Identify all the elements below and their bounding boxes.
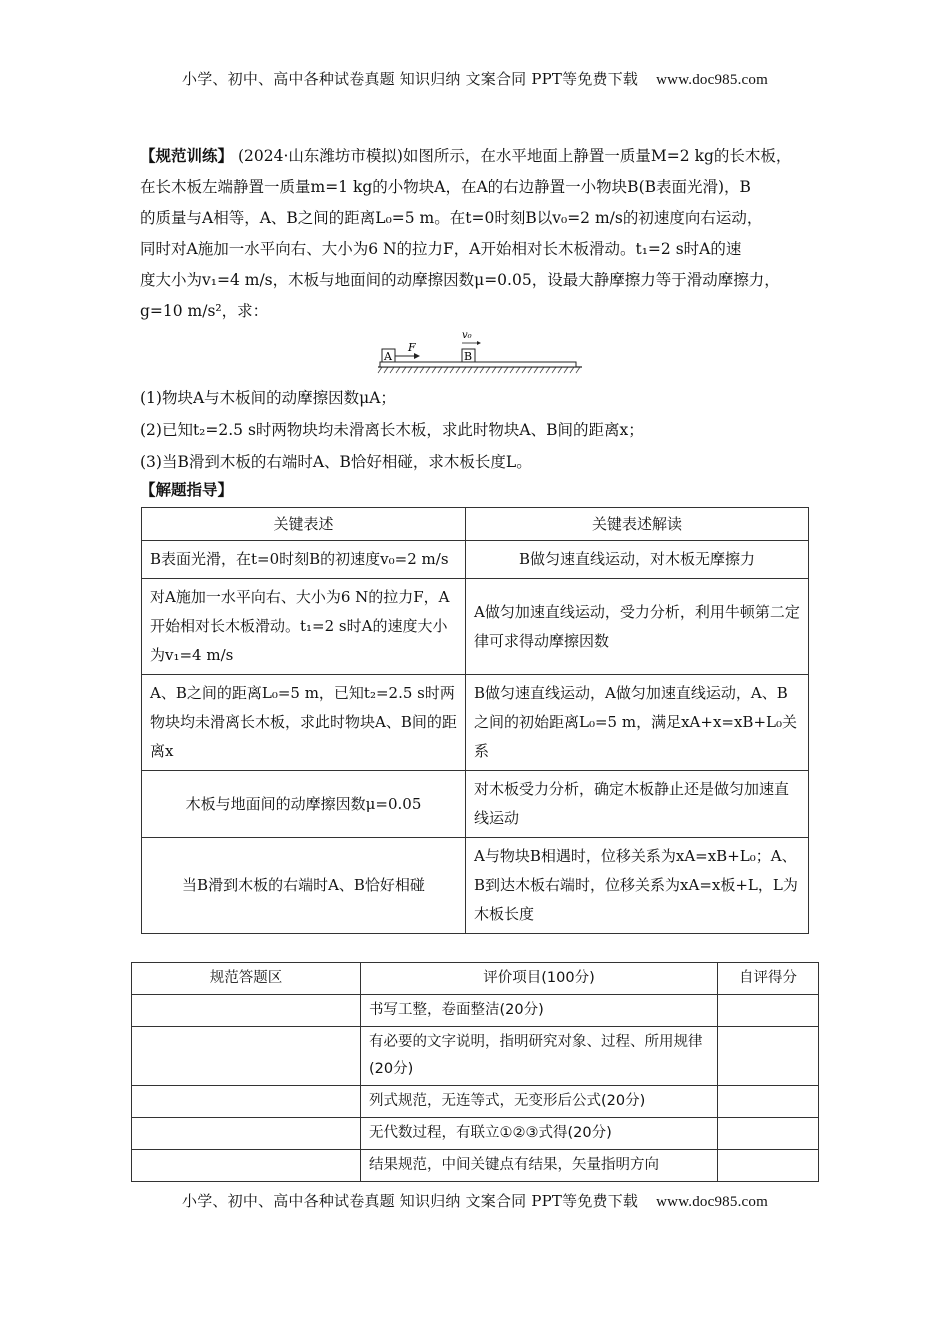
guide-header-row [142, 508, 809, 541]
answer-area-cell[interactable] [132, 1027, 361, 1086]
guide-cell-left: 对A施加一水平向右、大小为6 N的拉力F，A开始相对长木板滑动。t₁=2 s时A的速度大小为v₁=4 m/s [142, 579, 466, 675]
guide-cell-right: B做匀速直线运动，对木板无摩擦力 [466, 541, 809, 579]
eval-item: 列式规范，无连等式，无变形后公式(20分) [361, 1086, 718, 1118]
velocity-arrowhead [477, 341, 481, 345]
velocity-label: v₀ [462, 330, 472, 341]
question-1: (1)物块A与木板间的动摩擦因数μA； [140, 389, 396, 407]
footer-text: 小学、初中、高中各种试卷真题 知识归纳 文案合同 PPT等免费下载 [182, 1192, 639, 1210]
eval-header-answer: 规范答题区 [132, 963, 361, 995]
score-cell[interactable] [718, 1118, 819, 1150]
intro-line-6: g=10 m/s²，求： [140, 302, 269, 320]
answer-area-cell[interactable] [132, 1086, 361, 1118]
eval-header-items: 评价项目(100分) [361, 963, 718, 995]
force-label: F [408, 341, 416, 354]
eval-header-row [132, 963, 819, 995]
problem-intro [140, 140, 820, 327]
block-a-label: A [384, 350, 392, 363]
guide-cell-right: A做匀加速直线运动，受力分析，利用牛顿第二定律可求得动摩擦因数 [466, 579, 809, 675]
answer-area-cell[interactable] [132, 1150, 361, 1182]
intro-line-4: 同时对A施加一水平向右、大小为6 N的拉力F，A开始相对长木板滑动。t₁=2 s时A的速 [140, 240, 742, 258]
eval-header-score: 自评得分 [718, 963, 819, 995]
long-board [380, 362, 576, 367]
score-cell[interactable] [718, 1150, 819, 1182]
guide-table [141, 507, 809, 934]
page-header [0, 68, 950, 89]
table-row [142, 675, 809, 771]
board-diagram-svg [370, 327, 590, 379]
footer-url[interactable]: www.doc985.com [656, 1194, 768, 1210]
block-b-label: B [464, 350, 473, 363]
board-diagram [370, 327, 590, 383]
ground-hatch [378, 367, 580, 373]
table-row [142, 541, 809, 579]
guide-cell-left: A、B之间的距离L₀=5 m，已知t₂=2.5 s时两物块均未滑离长木板，求此时物块A、B间的距离x [142, 675, 466, 771]
table-row [142, 838, 809, 934]
table-row [142, 771, 809, 838]
intro-line-1: 【规范训练】 (2024·山东潍坊市模拟)如图所示，在水平地面上静置一质量M=2 kg的长木板， [140, 146, 792, 165]
intro-line-5: 度大小为v₁=4 m/s，木板与地面间的动摩擦因数μ=0.05，设最大静摩擦力等于滑动摩擦力， [140, 271, 780, 289]
score-cell[interactable] [718, 1027, 819, 1086]
answer-area-cell[interactable] [132, 1118, 361, 1150]
table-row [132, 1150, 819, 1182]
table-row [142, 579, 809, 675]
table-row [132, 1027, 819, 1086]
eval-item: 无代数过程，有联立①②③式得(20分) [361, 1118, 718, 1150]
guide-header-key: 关键表述 [142, 508, 466, 541]
question-3: (3)当B滑到木板的右端时A、B恰好相碰，求木板长度L。 [140, 453, 532, 471]
eval-item: 结果规范，中间关键点有结果，矢量指明方向 [361, 1150, 718, 1182]
guide-cell-left: 木板与地面间的动摩擦因数μ=0.05 [142, 771, 466, 838]
guide-cell-right: A与物块B相遇时，位移关系为xA=xB+L₀；A、B到达木板右端时，位移关系为xA=x板+L，L为木板长度 [466, 838, 809, 934]
guide-cell-right: 对木板受力分析，确定木板静止还是做匀加速直线运动 [466, 771, 809, 838]
score-cell[interactable] [718, 1086, 819, 1118]
table-row [132, 1086, 819, 1118]
answer-area-cell[interactable] [132, 995, 361, 1027]
intro-tag: 【规范训练】 [140, 146, 234, 165]
score-cell[interactable] [718, 995, 819, 1027]
header-text: 小学、初中、高中各种试卷真题 知识归纳 文案合同 PPT等免费下载 [182, 70, 639, 88]
table-row [132, 1118, 819, 1150]
guide-cell-right: B做匀速直线运动，A做匀加速直线运动，A、B之间的初始距离L₀=5 m，满足xA+x=xB+L₀关系 [466, 675, 809, 771]
eval-item: 书写工整，卷面整洁(20分) [361, 995, 718, 1027]
guide-header-interpret: 关键表述解读 [466, 508, 809, 541]
table-row [132, 995, 819, 1027]
intro-line-2: 在长木板左端静置一质量m=1 kg的小物块A，在A的右边静置一小物块B(B表面光滑)，B [140, 178, 751, 196]
guide-cell-left: B表面光滑，在t=0时刻B的初速度v₀=2 m/s [142, 541, 466, 579]
guide-title: 【解题指导】 [140, 480, 234, 499]
question-2: (2)已知t₂=2.5 s时两物块均未滑离长木板，求此时物块A、B间的距离x； [140, 421, 644, 439]
guide-cell-left: 当B滑到木板的右端时A、B恰好相碰 [142, 838, 466, 934]
evaluation-table [131, 962, 819, 1182]
header-url[interactable]: www.doc985.com [656, 72, 768, 88]
intro-line-3: 的质量与A相等，A、B之间的距离L₀=5 m。在t=0时刻B以v₀=2 m/s的初速度向右运动， [140, 209, 763, 227]
eval-item: 有必要的文字说明，指明研究对象、过程、所用规律(20分) [361, 1027, 718, 1086]
page-footer [0, 1190, 950, 1211]
